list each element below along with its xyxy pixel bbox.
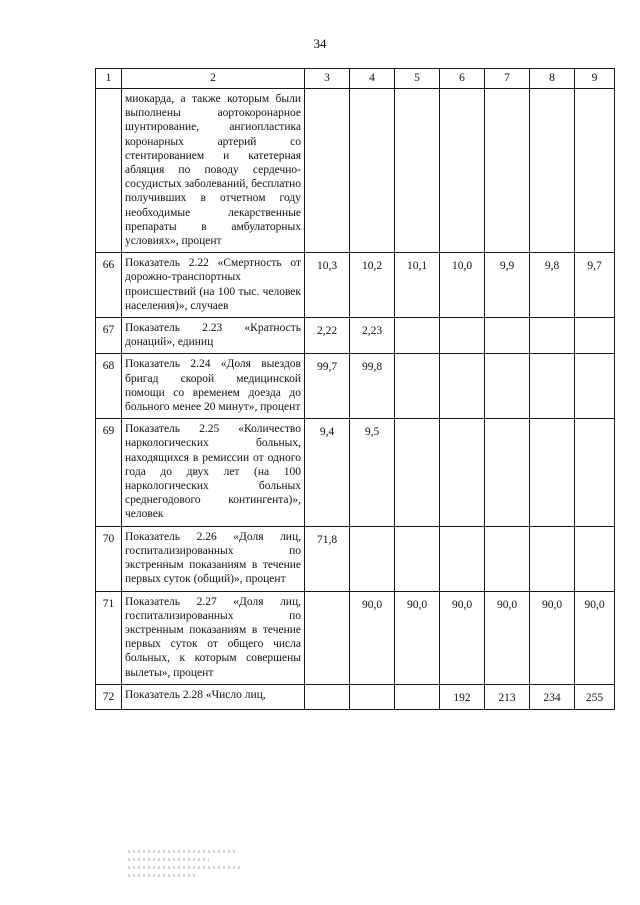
indicator-description: Показатель 2.28 «Число лиц, [122, 684, 305, 709]
value-cell [575, 318, 615, 354]
value-cell [485, 354, 530, 419]
value-cell: 90,0 [575, 591, 615, 684]
value-cell [395, 526, 440, 591]
value-cell [305, 591, 350, 684]
table-row [96, 684, 615, 709]
header-cell: 9 [575, 69, 615, 89]
value-cell [440, 318, 485, 354]
indicator-description: Показатель 2.25 «Количество наркологических больных, находящихся в ремиссии от одного года до двух лет (на 100 наркологических больных среднегодового контингента)», человек [122, 419, 305, 526]
row-number: 66 [96, 253, 122, 318]
header-cell: 6 [440, 69, 485, 89]
header-cell: 2 [122, 69, 305, 89]
value-cell [575, 89, 615, 253]
value-cell: 71,8 [305, 526, 350, 591]
value-cell: 90,0 [350, 591, 395, 684]
value-cell [395, 354, 440, 419]
value-cell [575, 526, 615, 591]
value-cell [440, 354, 485, 419]
header-row [96, 69, 615, 89]
value-cell [305, 684, 350, 709]
table-row [96, 526, 615, 591]
table-row [96, 89, 615, 253]
value-cell [440, 419, 485, 526]
value-cell: 9,4 [305, 419, 350, 526]
row-number [96, 89, 122, 253]
page-number: 34 [313, 36, 327, 51]
indicator-description: Показатель 2.27 «Доля лиц, госпитализированных по экстренным показаниям в течение первых суток от общего числа больных, к которым совершены вылеты», процент [122, 591, 305, 684]
row-number: 72 [96, 684, 122, 709]
indicator-description: Показатель 2.22 «Смертность от дорожно-транспортных происшествий (на 100 тыс. человек населения)», случаев [122, 253, 305, 318]
value-cell [530, 419, 575, 526]
value-cell [575, 419, 615, 526]
value-cell [530, 354, 575, 419]
table-row [96, 591, 615, 684]
value-cell [530, 318, 575, 354]
header-cell: 5 [395, 69, 440, 89]
value-cell [530, 89, 575, 253]
faint-stamp-marks [128, 845, 243, 891]
value-cell: 234 [530, 684, 575, 709]
row-number: 71 [96, 591, 122, 684]
indicator-description: Показатель 2.24 «Доля выездов бригад скорой медицинской помощи со временем доезда до больного менее 20 минут», процент [122, 354, 305, 419]
value-cell [530, 526, 575, 591]
value-cell: 99,7 [305, 354, 350, 419]
value-cell: 90,0 [395, 591, 440, 684]
value-cell: 213 [485, 684, 530, 709]
header-cell: 8 [530, 69, 575, 89]
header-cell: 4 [350, 69, 395, 89]
header-cell: 3 [305, 69, 350, 89]
value-cell [440, 526, 485, 591]
value-cell [575, 354, 615, 419]
value-cell [485, 89, 530, 253]
value-cell: 2,23 [350, 318, 395, 354]
value-cell: 10,2 [350, 253, 395, 318]
indicator-description: Показатель 2.23 «Кратность донаций», единиц [122, 318, 305, 354]
value-cell [350, 89, 395, 253]
header-cell: 1 [96, 69, 122, 89]
value-cell: 2,22 [305, 318, 350, 354]
value-cell: 9,9 [485, 253, 530, 318]
row-number: 69 [96, 419, 122, 526]
value-cell: 10,1 [395, 253, 440, 318]
table-row [96, 419, 615, 526]
table-row [96, 253, 615, 318]
value-cell: 9,8 [530, 253, 575, 318]
value-cell: 10,3 [305, 253, 350, 318]
indicator-description: Показатель 2.26 «Доля лиц, госпитализированных по экстренным показаниям в течение первых суток (общий)», процент [122, 526, 305, 591]
value-cell: 10,0 [440, 253, 485, 318]
value-cell [395, 89, 440, 253]
value-cell [485, 419, 530, 526]
value-cell: 90,0 [530, 591, 575, 684]
value-cell: 192 [440, 684, 485, 709]
value-cell [485, 318, 530, 354]
value-cell: 9,7 [575, 253, 615, 318]
indicator-description: миокарда, а также которым были выполнены аортокоронарное шунтирование, ангиопластика коронарных артерий со стентированием и катетерная абляция по поводу сердечно-сосудистых заболеваний, бесплатно получивших в отчетном году необходимые лекарственные препараты в амбулаторных условиях», процент [122, 89, 305, 253]
value-cell [485, 526, 530, 591]
table-row [96, 318, 615, 354]
value-cell: 255 [575, 684, 615, 709]
value-cell [395, 684, 440, 709]
table-row [96, 354, 615, 419]
value-cell: 99,8 [350, 354, 395, 419]
value-cell: 90,0 [485, 591, 530, 684]
indicators-table [95, 68, 615, 710]
value-cell [395, 318, 440, 354]
value-cell: 90,0 [440, 591, 485, 684]
value-cell [350, 684, 395, 709]
row-number: 70 [96, 526, 122, 591]
value-cell [440, 89, 485, 253]
value-cell [305, 89, 350, 253]
value-cell [395, 419, 440, 526]
header-cell: 7 [485, 69, 530, 89]
row-number: 68 [96, 354, 122, 419]
value-cell [350, 526, 395, 591]
value-cell: 9,5 [350, 419, 395, 526]
row-number: 67 [96, 318, 122, 354]
